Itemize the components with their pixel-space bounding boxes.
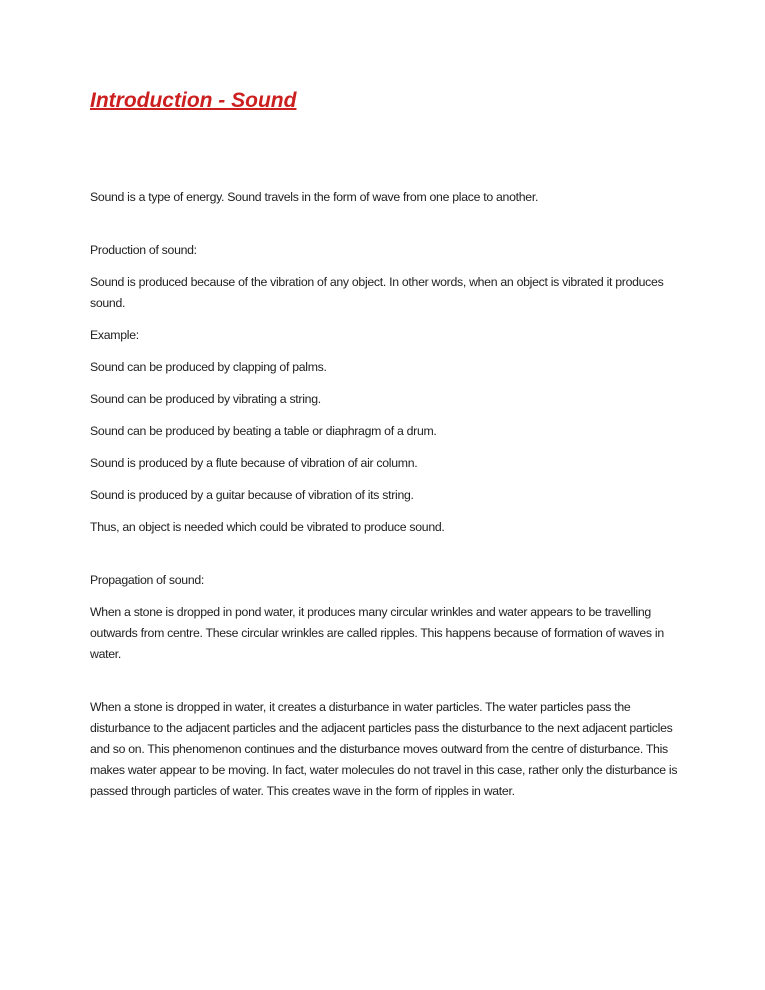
heading-production-of-sound: Production of sound: [90, 243, 197, 257]
example-table-drum: Sound can be produced by beating a table or diaphragm of a drum. [90, 424, 437, 438]
example-flute-air-column: Sound is produced by a flute because of vibration of air column. [90, 456, 418, 470]
paragraph-pond-ripples: When a stone is dropped in pond water, it produces many circular wrinkles and water appears to be travelling outwards from centre. These circular wrinkles are called ripples. This happens because of formation of waves in water. [90, 605, 664, 661]
heading-propagation-of-sound: Propagation of sound: [90, 573, 205, 587]
label-example: Example: [90, 328, 139, 342]
paragraph-water-disturbance: When a stone is dropped in water, it creates a disturbance in water particles. The water particles pass the disturbance to the adjacent particles and the adjacent particles pass the disturbance to the next adjacent particles and so on. This phenomenon continues and the disturbance moves outward from the centre of disturbance. This makes water appear to be moving. In fact, water molecules do not travel in this case, rather only the disturbance is passed through particles of water. This creates wave in the form of ripples in water. [90, 700, 678, 798]
example-clapping-palms: Sound can be produced by clapping of palms. [90, 360, 327, 374]
example-guitar-string: Sound is produced by a guitar because of vibration of its string. [90, 488, 414, 502]
paragraph-production-description: Sound is produced because of the vibration of any object. In other words, when an object is vibrated it produces sound. [90, 275, 664, 310]
document-title: Introduction - Sound [90, 89, 297, 112]
paragraph-conclusion-vibration: Thus, an object is needed which could be vibrated to produce sound. [90, 520, 445, 534]
example-vibrating-string: Sound can be produced by vibrating a string. [90, 392, 321, 406]
paragraph-sound-energy: Sound is a type of energy. Sound travels in the form of wave from one place to another. [90, 190, 539, 204]
